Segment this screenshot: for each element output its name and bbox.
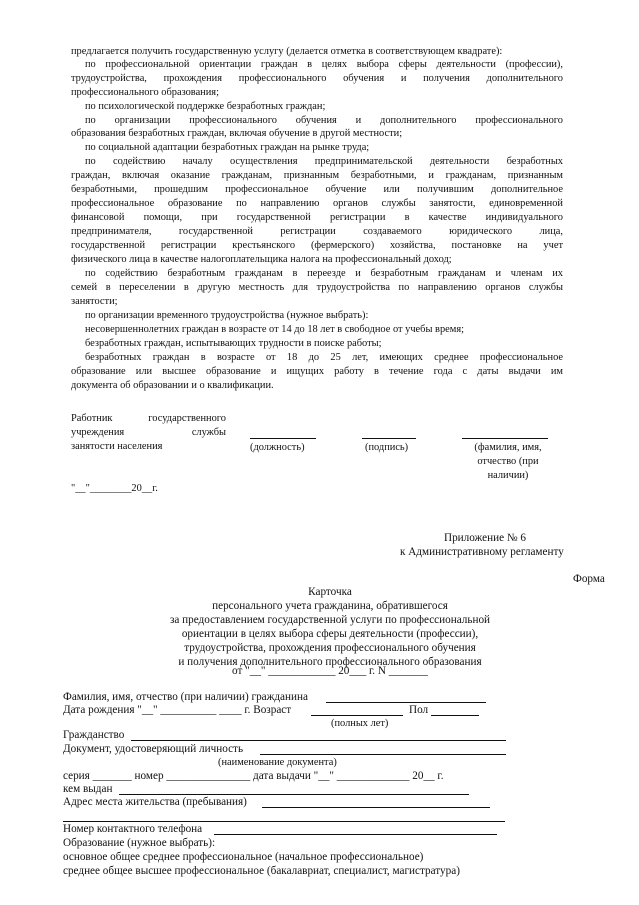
education-option-secondary[interactable]: среднее общее высшее профессиональное (бакалавриат, специалист, магистратура) (63, 865, 460, 877)
card-title-line: за предоставлением государственной услуги по профессиональной (169, 614, 491, 626)
phone-line[interactable] (214, 834, 497, 835)
appendix-regulation: к Административному регламенту (400, 546, 564, 558)
services-intro: предлагается получить государственную услугу (делается отметка в соответствующем квадрате): (71, 46, 503, 57)
fio-field-label: Фамилия, имя, отчество (при наличии) гражданина (63, 691, 308, 703)
option-text: документа об образовании и о квалификации. (71, 380, 274, 391)
option-text: по содействию началу осуществления предпринимательской деятельности безработных (85, 156, 563, 167)
form-label: Форма (573, 573, 605, 585)
option-text: граждан, включая оказание гражданам, признанным безработными, и гражданам, признанным (71, 170, 563, 181)
appendix-number: Приложение № 6 (444, 532, 526, 544)
option-text: безработными, прошедшим профессиональное обучение или получившим дополнительное (71, 184, 563, 195)
fio-caption: отчество (при (477, 456, 539, 467)
card-date-number[interactable]: от "__" ____________ 20___ г. N _______ (232, 665, 428, 677)
option-text: трудоустройства, прохождения профессионального обучения и получения дополнительного (71, 73, 563, 84)
option-text: образования безработных граждан, включая обучение в другой местности; (71, 128, 403, 139)
card-title-line: трудоустройства, прохождения профессионального обучения (184, 642, 476, 654)
id-document-label: Документ, удостоверяющий личность (63, 743, 244, 755)
option-temp-employment[interactable]: по организации временного трудоустройства (нужное выбрать): (85, 310, 369, 321)
option-text: профессиональное образование по направлению органов службы занятости, единовременной (71, 198, 563, 209)
position-line[interactable] (250, 438, 316, 439)
age-field-line[interactable] (311, 715, 403, 716)
worker-label: Работник государственного (71, 413, 226, 424)
worker-label: занятости населения (71, 441, 163, 452)
education-option-basic[interactable]: основное общее среднее профессиональное (начальное профессиональное) (63, 851, 424, 863)
option-text: финансовой помощи, при государственной регистрации в качестве индивидуального (71, 212, 563, 223)
option-text: предпринимателя, государственной регистрации создаваемого юридического лица, (71, 226, 563, 237)
option-social-adaptation[interactable]: по социальной адаптации безработных граждан на рынке труда; (85, 142, 370, 153)
card-title-line: персонального учета гражданина, обратившегося (212, 600, 448, 612)
card-title-line: Карточка (308, 586, 352, 598)
option-temp-minors[interactable]: несовершеннолетних граждан в возрасте от 14 до 18 лет в свободное от учебы время; (85, 324, 464, 335)
option-text: по профессиональной ориентации граждан в целях выбора сферы деятельности (профессии), (85, 59, 563, 70)
passport-series-row[interactable]: серия _______ номер _______________ дата выдачи "__" _____________ 20__ г. (63, 770, 444, 782)
option-temp-hardship[interactable]: безработных граждан, испытывающих трудности в поиске работы; (85, 338, 382, 349)
option-text: государственной регистрации крестьянского (фермерского) хозяйства, постановке на учет (71, 240, 563, 251)
option-text: физического лица в качестве налогоплательщика налога на профессиональный доход; (71, 254, 452, 265)
fio-caption: наличии) (487, 470, 529, 481)
full-years-caption: (полных лет) (331, 718, 389, 729)
sign-line[interactable] (362, 438, 416, 439)
card-title-line: и получения дополнительного профессионального образования (178, 656, 482, 668)
option-text: по содействию безработным гражданам в переезде и безработным гражданам и членам их (85, 268, 563, 279)
worker-label: учреждения службы (71, 427, 226, 438)
birth-date-field[interactable]: Дата рождения "__" __________ ____ г. Возраст (63, 704, 292, 716)
option-text: по организации профессионального обучения и дополнительного профессионального (85, 115, 563, 126)
option-text: профессионального образования; (71, 87, 219, 98)
position-caption: (должность) (250, 442, 305, 453)
address-line[interactable] (262, 807, 490, 808)
option-psych-support[interactable]: по психологической поддержке безработных граждан; (85, 101, 326, 112)
citizenship-label: Гражданство (63, 729, 125, 741)
option-text: образование или высшее образование и ищущих работу в течение года с даты выдачи им (71, 366, 563, 377)
citizenship-line[interactable] (131, 740, 506, 741)
phone-label: Номер контактного телефона (63, 823, 203, 835)
fio-caption: (фамилия, имя, (474, 442, 542, 453)
sex-field-line[interactable] (431, 715, 479, 716)
fio-line[interactable] (462, 438, 548, 439)
signature-date[interactable]: "__"________20__г. (71, 483, 158, 494)
id-document-line[interactable] (260, 754, 506, 755)
fio-field-line[interactable] (326, 702, 486, 703)
doc-name-caption: (наименование документа) (218, 757, 337, 768)
option-text: занятости; (71, 296, 118, 307)
address-label: Адрес места жительства (пребывания) (63, 796, 247, 808)
issued-by-label: кем выдан (63, 783, 113, 795)
option-text: безработных граждан в возрасте от 18 до 25 лет, имеющих среднее профессиональное (85, 352, 563, 363)
option-text: семей в переселении в другую местность для трудоустройства по направлению органов службы (71, 282, 563, 293)
sign-caption: (подпись) (365, 442, 409, 453)
sex-field-label: Пол (409, 704, 429, 716)
card-title-line: ориентации в целях выбора сферы деятельности (профессии), (181, 628, 479, 640)
education-label: Образование (нужное выбрать): (63, 837, 216, 849)
